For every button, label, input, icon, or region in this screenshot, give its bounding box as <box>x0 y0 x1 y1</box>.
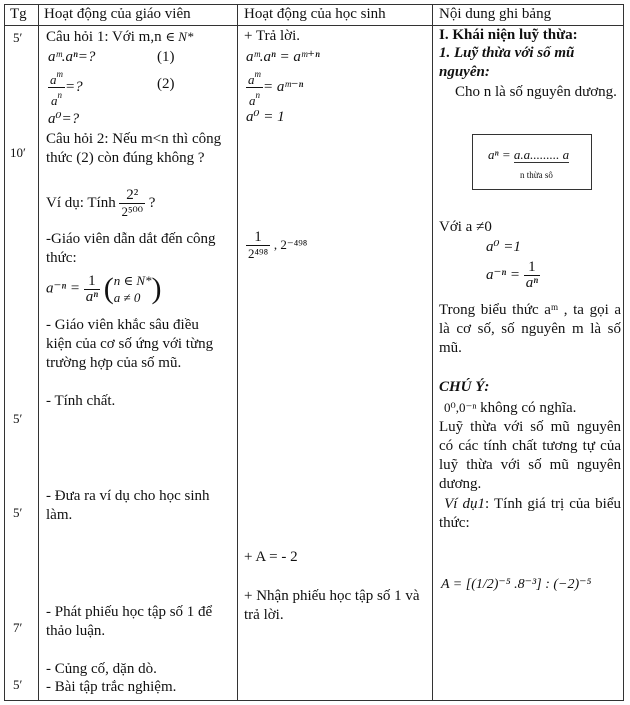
example-text: : Tính giá trị của biểu thức: <box>439 496 621 531</box>
example-label: Ví dụ1 <box>444 496 486 512</box>
header-board: Nội dung ghi bảng <box>439 6 552 22</box>
board-section-title: I. Khái niện luỹ thừa: <box>439 27 578 43</box>
definition-formula <box>488 145 569 164</box>
fraction-tail: =? <box>65 78 83 95</box>
teacher-give-example: - Đưa ra ví dụ cho học sinh làm. <box>46 488 210 523</box>
student-result: + A = - 2 <box>244 549 298 565</box>
set-notation: ∈ N* <box>165 29 194 44</box>
board-with-a: Với a ≠0 <box>439 219 492 235</box>
board-subsection-title: 1. Luỹ thừa với số mũ nguyên: <box>439 45 575 80</box>
fraction-tail: = aᵐ⁻ⁿ <box>263 78 304 95</box>
formula-1-label: (1) <box>157 49 175 65</box>
formula-lhs: a⁻ⁿ = <box>486 266 521 283</box>
student-receive: + Nhận phiếu học tập số 1 và trả lời. <box>244 588 420 623</box>
student-formula-2 <box>246 67 303 108</box>
column-divider <box>38 5 39 700</box>
formula-fraction: $\frac{1}{\text{aⁿ}}$ <box>85 272 98 305</box>
negative-exponent-formula: a⁻ⁿ = $\frac{1}{\text{aⁿ}}$ ( n ∈ N* a ≠ 0 ) <box>46 272 162 305</box>
question-mark: ? <box>148 194 156 211</box>
question-text: Câu hỏi 1: Với m,n <box>46 29 162 45</box>
teacher-question-1 <box>46 27 193 47</box>
board-note-title: CHÚ Ý: <box>439 379 490 395</box>
teacher-quiz: - Bài tập trắc nghiệm. <box>46 679 177 695</box>
teacher-property: - Tính chất. <box>46 393 116 409</box>
condition-2: a ≠ 0 <box>113 290 141 305</box>
time-cell: 5′ <box>13 411 23 426</box>
teacher-worksheet: - Phát phiếu học tập số 1 để thảo luận. <box>46 604 213 639</box>
alternate-answer: , 2⁻⁴⁹⁸ <box>273 236 308 252</box>
note-text: không có nghĩa. <box>480 400 577 416</box>
header-time: Tg <box>10 6 27 22</box>
time-cell: 5′ <box>13 677 23 692</box>
fraction: $\frac{a^m}{a^n}$ <box>248 69 261 108</box>
example-fraction: $\frac{\text{2²}}{\text{2⁵⁰⁰}}$ <box>121 187 143 219</box>
example-label: Ví dụ: Tính <box>46 194 116 211</box>
student-formula-1: aᵐ.aⁿ = aᵐ⁺ⁿ <box>246 49 320 65</box>
student-example-answer <box>246 230 307 261</box>
fraction: $\frac{a^m}{a^n}$ <box>50 69 63 108</box>
board-note <box>444 398 576 418</box>
formula-fraction: $\frac{1}{\text{aⁿ}}$ <box>525 259 538 291</box>
board-example-expression: A = [(1/2)⁻⁵ .8⁻³] : (−2)⁻⁵ <box>441 577 592 592</box>
board-terminology: Trong biểu thức aᵐ , ta gọi a là cơ số, số nguyên m là số mũ. <box>439 302 621 356</box>
teacher-question-2: Câu hỏi 2: Nếu m<n thì công thức (2) còn đúng không ? <box>46 131 222 166</box>
board-given: Cho n là số nguyên dương. <box>455 84 617 100</box>
note-expression: 0⁰,0⁻ⁿ <box>444 400 477 415</box>
teacher-lead: -Giáo viên dẫn dắt đến công thức: <box>46 231 216 266</box>
time-cell: 5′ <box>13 505 23 520</box>
time-cell: 7′ <box>13 620 23 635</box>
definition-lhs: aⁿ = <box>488 147 511 162</box>
formula-2 <box>48 67 83 108</box>
teacher-consolidate: - Củng cố, dặn dò. <box>46 661 157 677</box>
board-negative-formula <box>486 260 540 291</box>
header-teacher: Hoạt động của giáo viên <box>44 6 191 22</box>
board-example <box>439 495 621 533</box>
column-divider <box>432 5 433 700</box>
definition-note: n thừa sô <box>520 170 553 180</box>
header-student: Hoạt động của học sinh <box>244 6 386 22</box>
teacher-example <box>46 188 155 219</box>
formula-2-label: (2) <box>157 76 175 92</box>
column-divider <box>237 5 238 700</box>
formula-lhs: a⁻ⁿ = <box>46 280 81 297</box>
board-a-zero: a⁰ =1 <box>486 239 521 255</box>
answer-fraction: $\frac{1}{\text{2⁴⁹⁸}}$ <box>248 229 269 261</box>
condition-1: n ∈ N* <box>113 273 152 288</box>
board-properties: Luỹ thừa với số mũ nguyên có các tính chất tương tự của luỹ thừa với số mũ nguyên dương. <box>439 419 621 492</box>
time-cell: 10′ <box>10 145 26 160</box>
time-cell: 5′ <box>13 30 23 45</box>
formula-1: aᵐ.aⁿ=? <box>48 49 96 65</box>
formula-3: a⁰=? <box>48 111 80 127</box>
student-formula-3: a⁰ = 1 <box>246 109 285 125</box>
student-answer: + Trả lời. <box>244 28 300 44</box>
definition-rhs: a.a......... a <box>513 147 570 162</box>
teacher-emphasize: - Giáo viên khắc sâu điều kiện của cơ số ứng với từng trường hợp của số mũ. <box>46 317 214 371</box>
